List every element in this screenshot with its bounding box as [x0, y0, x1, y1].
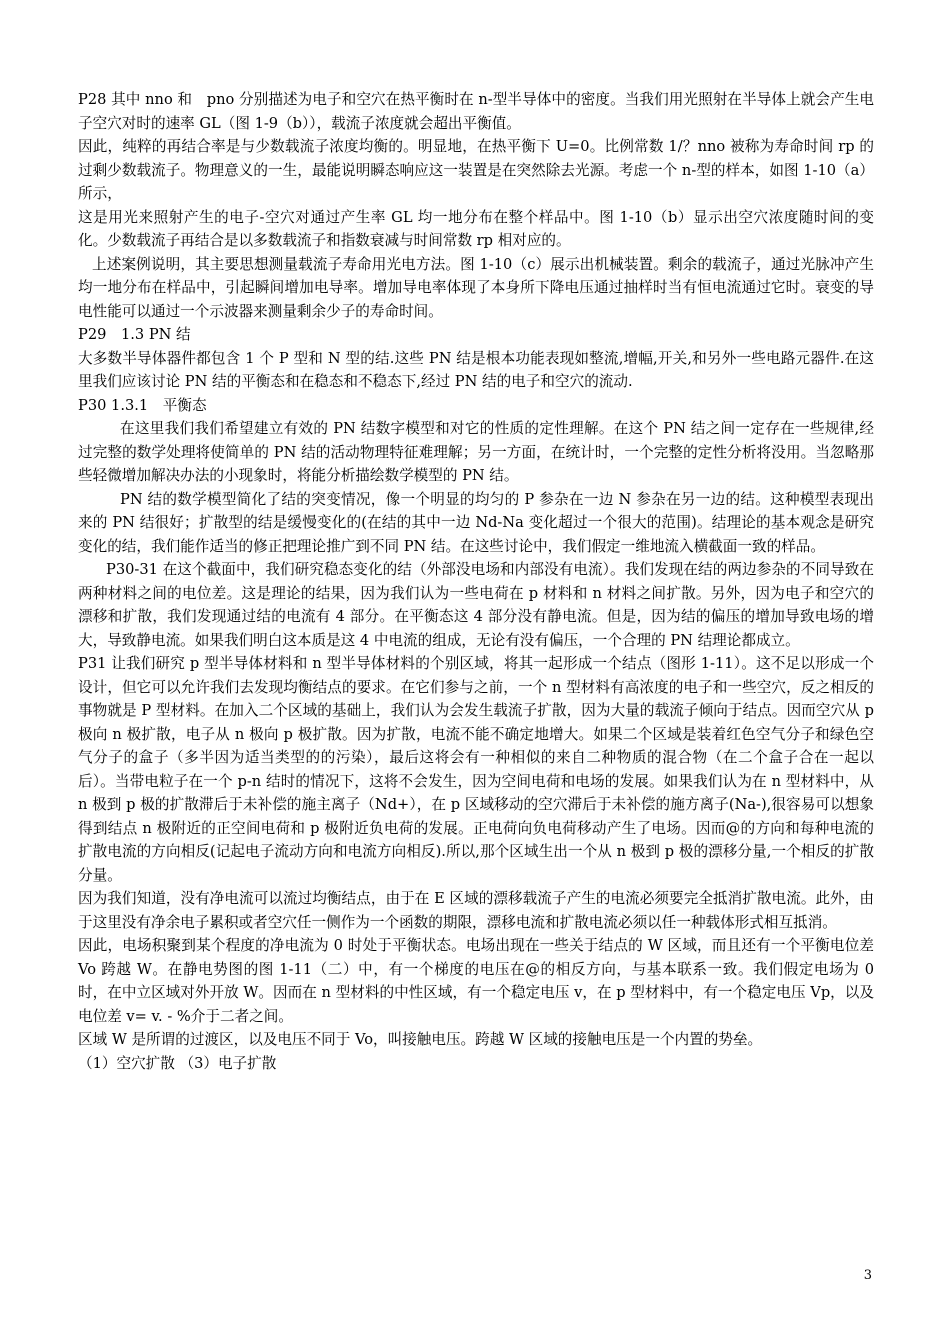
paragraph-illumination: 这是用光来照射产生的电子-空穴对通过产生率 GL 均一地分布在整个样品中。图 1-10（b）显示出空穴浓度随时间的变化。少数载流子再结合是以多数载流子和指数衰减与时间常数 rp 相对应的。: [78, 208, 874, 249]
section-heading-equilibrium: P30 1.3.1 平衡态: [78, 396, 207, 414]
paragraph-no-net-current: 因为我们知道，没有净电流可以流过均衡结点，由于在 E 区域的漂移载流子产生的电流必须要完全抵消扩散电流。此外，由于这里没有净余电子累积或者空穴任一侧作为一个函数的期限，漂移电流和扩散电流必须以任一种载体形式相互抵消。: [78, 890, 874, 931]
page-number: 3: [863, 1268, 872, 1283]
paragraph-transition-region: 区域 W 是所谓的过渡区，以及电压不同于 Vo，叫接触电压。跨越 W 区域的接触电压是一个内置的势垒。: [78, 1031, 763, 1048]
paragraph-p28: P28 其中 nno 和 pno 分别描述为电子和空穴在热平衡时在 n-型半导体中的密度。当我们用光照射在半导体上就会产生电子空穴对时的速率 GL（图 1-9（b）），载流子浓度就会超出平衡值。: [78, 91, 874, 132]
document-body: [78, 88, 874, 1075]
paragraph-photoconductive-method: 上述案例说明，其主要思想测量载流子寿命用光电方法。图 1-10（c）展示出机械装置。剩余的载流子，通过光脉冲产生均一地分布在样品中，引起瞬间增加电导率。增加导电率体现了本身所下降电压通过抽样时当有恒电流通过它时。衰变的导电性能可以通过一个示波器来测量剩余少子的寿命时间。: [78, 255, 874, 320]
paragraph-diffusion-labels: （1）空穴扩散 （3）电子扩散: [78, 1054, 277, 1072]
paragraph-p31: P31 让我们研究 p 型半导体材料和 n 型半导体材料的个别区域，将其一起形成一个结点（图形 1-11）。这不足以形成一个设计，但它可以允许我们去发现均衡结点的要求。在它们参与之前，一个 n 型材料有高浓度的电子和一些空穴，反之相反的事物就是 P 型材料。在加入二个区域的基础上，我们认为会发生载流子扩散，因为大量的载流子倾向于结点。因而空穴从 p 极向 n 极扩散，电子从 n 极向 p 极扩散。因为扩散，电流不能不确定地增大。如果二个区域是装着红色空气分子和绿色空气分子的盒子（多半因为适当类型的的污染），最后这将会有一种相似的来自二种物质的混合物（在二个盒子合在一起以后）。当带电粒子在一个 p-n 结时的情况下，这将不会发生，因为空间电荷和电场的发展。如果我们认为在 n 型材料中，从 n 极到 p 极的扩散滞后于未补偿的施主离子（Nd+），在 p 区域移动的空穴滞后于未补偿的施方离子(Na-),很容易可以想象得到结点 n 极附近的正空间电荷和 p 极附近负电荷的发展。正电荷向负电荷移动产生了电场。因而@的方向和每种电流的扩散电流的方向相反(记起电子流动方向和电流方向相反).所以,那个区域生出一个从 n 极到 p 极的漂移分量,一个相反的扩散分量。: [78, 655, 874, 884]
paragraph-model-intro: 在这里我们我们希望建立有效的 PN 结数字模型和对它的性质的定性理解。在这个 PN 结之间一定存在一些规律,经过完整的数学处理将使简单的 PN 结的活动物理特征难理解；另一方面，在统计时，一个完整的定性分析将没用。当忽略那些轻微增加解决办法的小现象时，将能分析描绘数学模型的 PN 结。: [78, 420, 874, 484]
section-heading-pn-junction: P29 1.3 PN 结: [78, 326, 191, 343]
paragraph-p30-31: P30-31 在这个截面中，我们研究稳态变化的结（外部没电场和内部没有电流）。我们发现在结的两边参杂的不同导致在两种材料之间的电位差。这是理论的结果，因为我们认为一些电荷在 p 材料和 n 材料之间扩散。另外，因为电子和空穴的漂移和扩散，我们发现通过结的电流有 4 部分。在平衡态这 4 部分没有静电流。但是，因为结的偏压的增加导致电场的增大，导致静电流。如果我们明白这本质是这 4 中电流的组成，无论有没有偏压，一个合理的 PN 结理论都成立。: [78, 561, 874, 649]
paragraph-pn-intro: 大多数半导体器件都包含 1 个 P 型和 N 型的结.这些 PN 结是根本功能表现如整流,增幅,开关,和另外一些电路元器件.在这里我们应该讨论 PN 结的平衡态和在稳态和不稳态下,经过 PN 结的电子和空穴的流动.: [78, 349, 874, 390]
paragraph-recombination: 因此，纯粹的再结合率是与少数载流子浓度均衡的。明显地，在热平衡下 U=0。比例常数 1/？nno 被称为寿命时间 rp 的过剩少数载流子。物理意义的一生，最能说明瞬态响应这一装置是在突然除去光源。考虑一个 n-型的样本，如图 1-10（a）所示，: [78, 138, 874, 202]
paragraph-equilibrium-field: 因此，电场积聚到某个程度的净电流为 0 时处于平衡状态。电场出现在一些关于结点的 W 区域，而且还有一个平衡电位差 Vo 跨越 W。在静电势图的图 1-11（二）中，有一个梯度的电压在@的相反方向，与基本联系一致。我们假定电场为 0 时，在中立区域对外开放 W。因而在 n 型材料的中性区域，有一个稳定电压 v，在 p 型材料中，有一个稳定电压 Vp，以及电位差 v= v. - %介于二者之间。: [78, 937, 874, 1025]
paragraph-step-junction: PN 结的数学模型简化了结的突变情况，像一个明显的均匀的 P 参杂在一边 N 参杂在另一边的结。这种模型表现出来的 PN 结很好；扩散型的结是缓慢变化的(在结的其中一边 Nd-Na 变化超过一个很大的范围)。结理论的基本观念是研究变化的结，我们能作适当的修正把理论推广到不同 PN 结。在这些讨论中，我们假定一维地流入横截面一致的样品。: [78, 490, 874, 555]
